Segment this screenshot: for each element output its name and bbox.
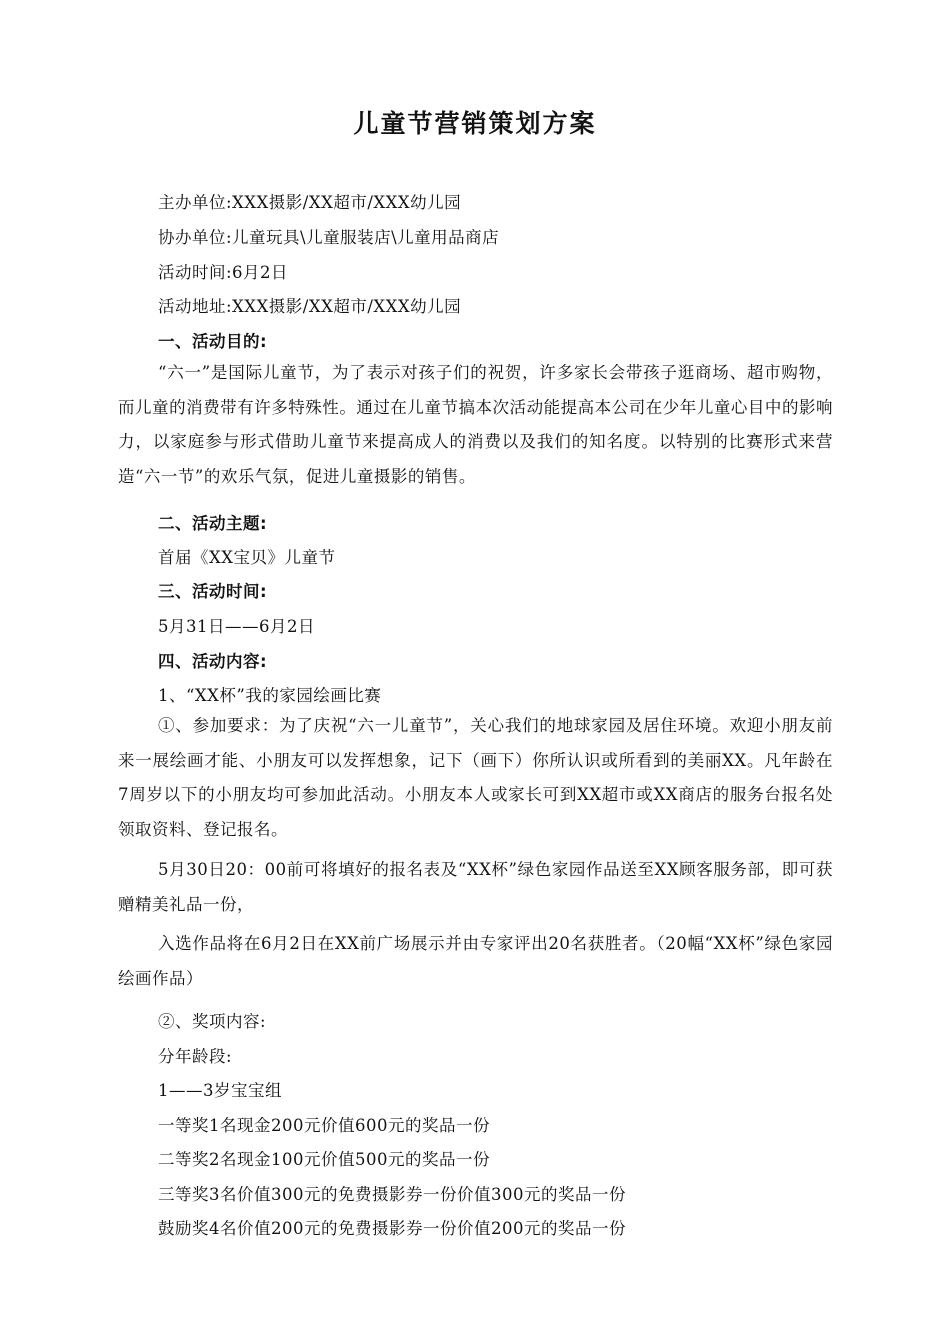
- section3-heading: 三、活动时间:: [158, 582, 268, 601]
- section3-body: 5月31日——6月2日: [158, 617, 315, 636]
- document-title: 儿童节营销策划方案: [353, 109, 597, 138]
- section2-body: 首届《XX宝贝》儿童节: [158, 548, 336, 567]
- item1-heading: 1、“XX杯”我的家园绘画比赛: [158, 686, 382, 705]
- age-groups-label: 分年龄段:: [158, 1047, 233, 1066]
- prize-first: 一等奖1名现金200元价值600元的奖品一份: [158, 1116, 490, 1135]
- prize-second: 二等奖2名现金100元价值500元的奖品一份: [158, 1150, 490, 1169]
- prize-encouragement: 鼓励奖4名价值200元的免费摄影券一份价值200元的奖品一份: [158, 1219, 626, 1238]
- awards-heading: ②、奖项内容:: [158, 1012, 267, 1031]
- item1-deadline: 5月30日20：00前可将填好的报名表及“XX杯”绿色家园作品送至XX顾客服务部，即可获赠精美礼品一份，: [118, 860, 833, 914]
- section1-paragraph: “六一”是国际儿童节，为了表示对孩子们的祝贺，许多家长会带孩子逛商场、超市购物，而儿童的消费带有许多特殊性。通过在儿童节搞本次活动能提高本公司在少年儿童心目中的影响力，以家庭参与形式借助儿童节来提高成人的消费以及我们的知名度。以特别的比赛形式来营造“六一节”的欢乐气氛，促进儿童摄影的销售。: [118, 363, 833, 486]
- section2-heading: 二、活动主题:: [158, 514, 268, 533]
- event-time-line: 活动时间:6月2日: [158, 263, 289, 282]
- co-organizer-line: 协办单位:儿童玩具\儿童服装店\儿童用品商店: [158, 228, 500, 247]
- section1-heading: 一、活动目的:: [158, 332, 268, 351]
- section4-heading: 四、活动内容:: [158, 652, 268, 671]
- item1-selection: 入选作品将在6月2日在XX前广场展示并由专家评出20名获胜者。（20幅“XX杯”绿色家园绘画作品）: [118, 934, 833, 988]
- prize-third: 三等奖3名价值300元的免费摄影券一份价值300元的奖品一份: [158, 1185, 626, 1204]
- item1-requirements: ①、参加要求：为了庆祝“六一儿童节”，关心我们的地球家园及居住环境。欢迎小朋友前来一展绘画才能、小朋友可以发挥想象，记下（画下）你所认识或所看到的美丽XX。凡年龄在7周岁以下的小朋友均可参加此活动。小朋友本人或家长可到XX超市或XX商店的服务台报名处领取资料、登记报名。: [118, 716, 833, 839]
- organizer-line: 主办单位:XXX摄影/XX超市/XXX幼儿园: [158, 193, 462, 212]
- event-address-line: 活动地址:XXX摄影/XX超市/XXX幼儿园: [158, 297, 462, 316]
- age-group-1-3: 1——3岁宝宝组: [158, 1081, 282, 1100]
